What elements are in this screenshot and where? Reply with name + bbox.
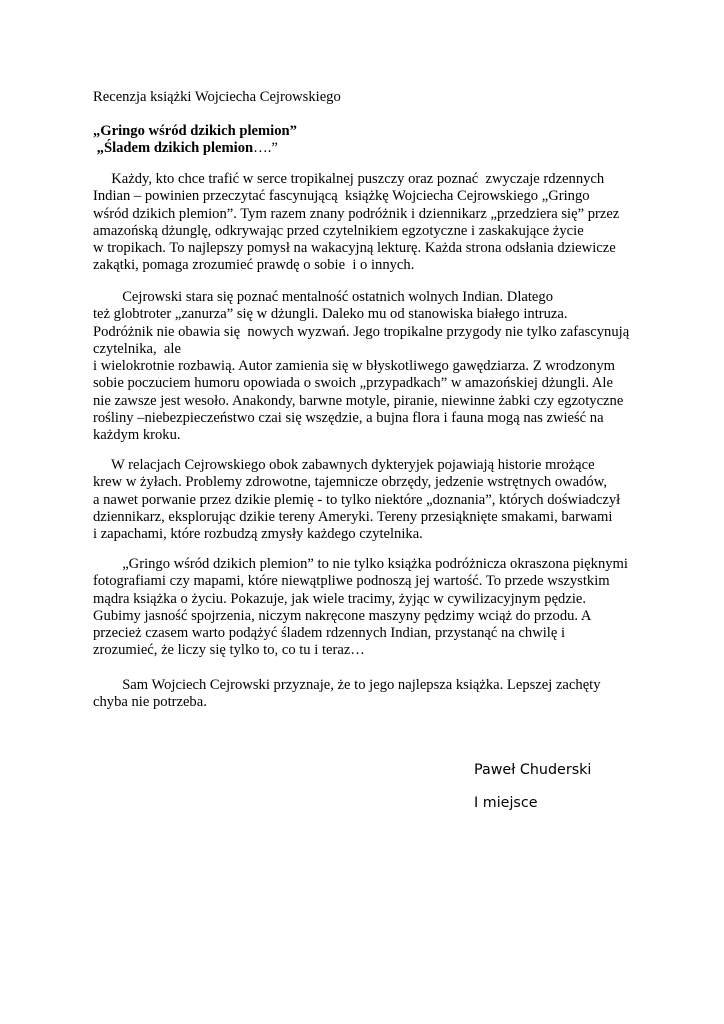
paragraph-line: i zapachami, które rozbudzą zmysły każdego czytelnika. <box>93 526 423 543</box>
paragraph-1 <box>93 171 653 275</box>
paragraph-line: przecież czasem warto podążyć śladem rdzennych Indian, przystanąć na chwilę i <box>93 625 566 642</box>
paragraph-4 <box>93 556 653 660</box>
paragraph-line: dziennikarz, eksplorując dzikie tereny Ameryki. Tereny przesiąknięte smakami, barwami <box>93 508 613 525</box>
paragraph-line: Sam Wojciech Cejrowski przyznaje, że to jego najlepsza książka. Lepszej zachęty <box>93 677 601 693</box>
paragraph-line: czytelnika, ale <box>93 340 181 357</box>
paragraph-line: „Gringo wśród dzikich plemion” to nie tylko książka podróżnicza okraszona pięknymi <box>93 556 628 572</box>
paragraph-line: i wielokrotnie rozbawią. Autor zamienia się w błyskotliwego gawędziarza. Z wrodzonym <box>93 358 615 375</box>
author-name: Paweł Chuderski <box>474 762 592 778</box>
paragraph-line: nie zawsze jest wesoło. Anakondy, barwne motyle, piranie, niewinne żabki czy egzotyczne <box>93 392 624 409</box>
paragraph-line: zakątki, pomaga zrozumieć prawdę o sobie i o innych. <box>93 257 415 274</box>
book-title <box>93 123 653 158</box>
paragraph-line: rośliny –niebezpieczeństwo czai się wszędzie, a bujna flora i fauna mogą nas zwieść na <box>93 410 604 427</box>
paragraph-line: mądra książka o życiu. Pokazuje, jak wiele tracimy, żyjąc w cywilizacyjnym pędzie. <box>93 590 587 607</box>
paragraph-2 <box>93 289 653 445</box>
paragraph-line: każdym kroku. <box>93 427 181 444</box>
paragraph-line: zrozumieć, że liczy się tylko to, co tu i teraz… <box>93 642 365 659</box>
paragraph-line: Podróżnik nie obawia się nowych wyzwań. Jego tropikalne przygody nie tylko zafascynują <box>93 323 630 340</box>
paragraph-line: Gubimy jasność spojrzenia, niczym nakręcone maszyny pędzimy wciąż do przodu. A <box>93 607 592 624</box>
paragraph-line: Każdy, kto chce trafić w serce tropikalnej puszczy oraz poznać zwyczaje rdzennych <box>93 171 605 187</box>
paragraph-line: W relacjach Cejrowskiego obok zabawnych dykteryjek pojawiają historie mrożące <box>93 457 595 473</box>
paragraph-line: wśród dzikich plemion”. Tym razem znany podróżnik i dziennikarz „przedziera się” przez <box>93 205 620 222</box>
paragraph-line: a nawet porwanie przez dzikie plemię - to tylko niektóre „doznania”, których doświadczył <box>93 491 621 508</box>
review-header <box>93 89 653 106</box>
title-line-2 <box>93 140 653 157</box>
header-text: Recenzja książki Wojciecha Cejrowskiego <box>93 89 341 105</box>
paragraph-3 <box>93 457 653 543</box>
paragraph-line: chyba nie potrzeba. <box>93 694 207 711</box>
paragraph-line: też globtroter „zanurza” się w dżungli. Daleko mu od stanowiska białego intruza. <box>93 306 568 323</box>
award-place: I miejsce <box>474 795 538 811</box>
title-line-1: „Gringo wśród dzikich plemion” <box>93 123 297 139</box>
paragraph-line: amazońską dżunglę, odkrywając przed czytelnikiem egzotyczne i zaskakujące życie <box>93 222 584 239</box>
paragraph-line: krew w żyłach. Problemy zdrowotne, tajemnicze obrzędy, jedzenie wstrętnych owadów, <box>93 474 607 491</box>
title-line-2-tail: ….” <box>253 140 278 157</box>
paragraph-line: sobie poczuciem humoru opowiada o swoich „przypadkach” w amazońskiej dżungli. Ale <box>93 375 613 392</box>
title-line-2-bold: „Śladem dzikich plemion <box>96 140 254 157</box>
paragraph-line: fotografiami czy mapami, które niewątpliwe podnoszą jej wartość. To przede wszystkim <box>93 573 610 590</box>
paragraph-5 <box>93 677 653 712</box>
paragraph-line: Indian – powinien przeczytać fascynującą książkę Wojciecha Cejrowskiego „Gringo <box>93 188 590 205</box>
paragraph-line: w tropikach. To najlepszy pomysł na wakacyjną lekturę. Każda strona odsłania dziewicze <box>93 240 616 257</box>
paragraph-line: Cejrowski stara się poznać mentalność ostatnich wolnych Indian. Dlatego <box>93 289 553 305</box>
